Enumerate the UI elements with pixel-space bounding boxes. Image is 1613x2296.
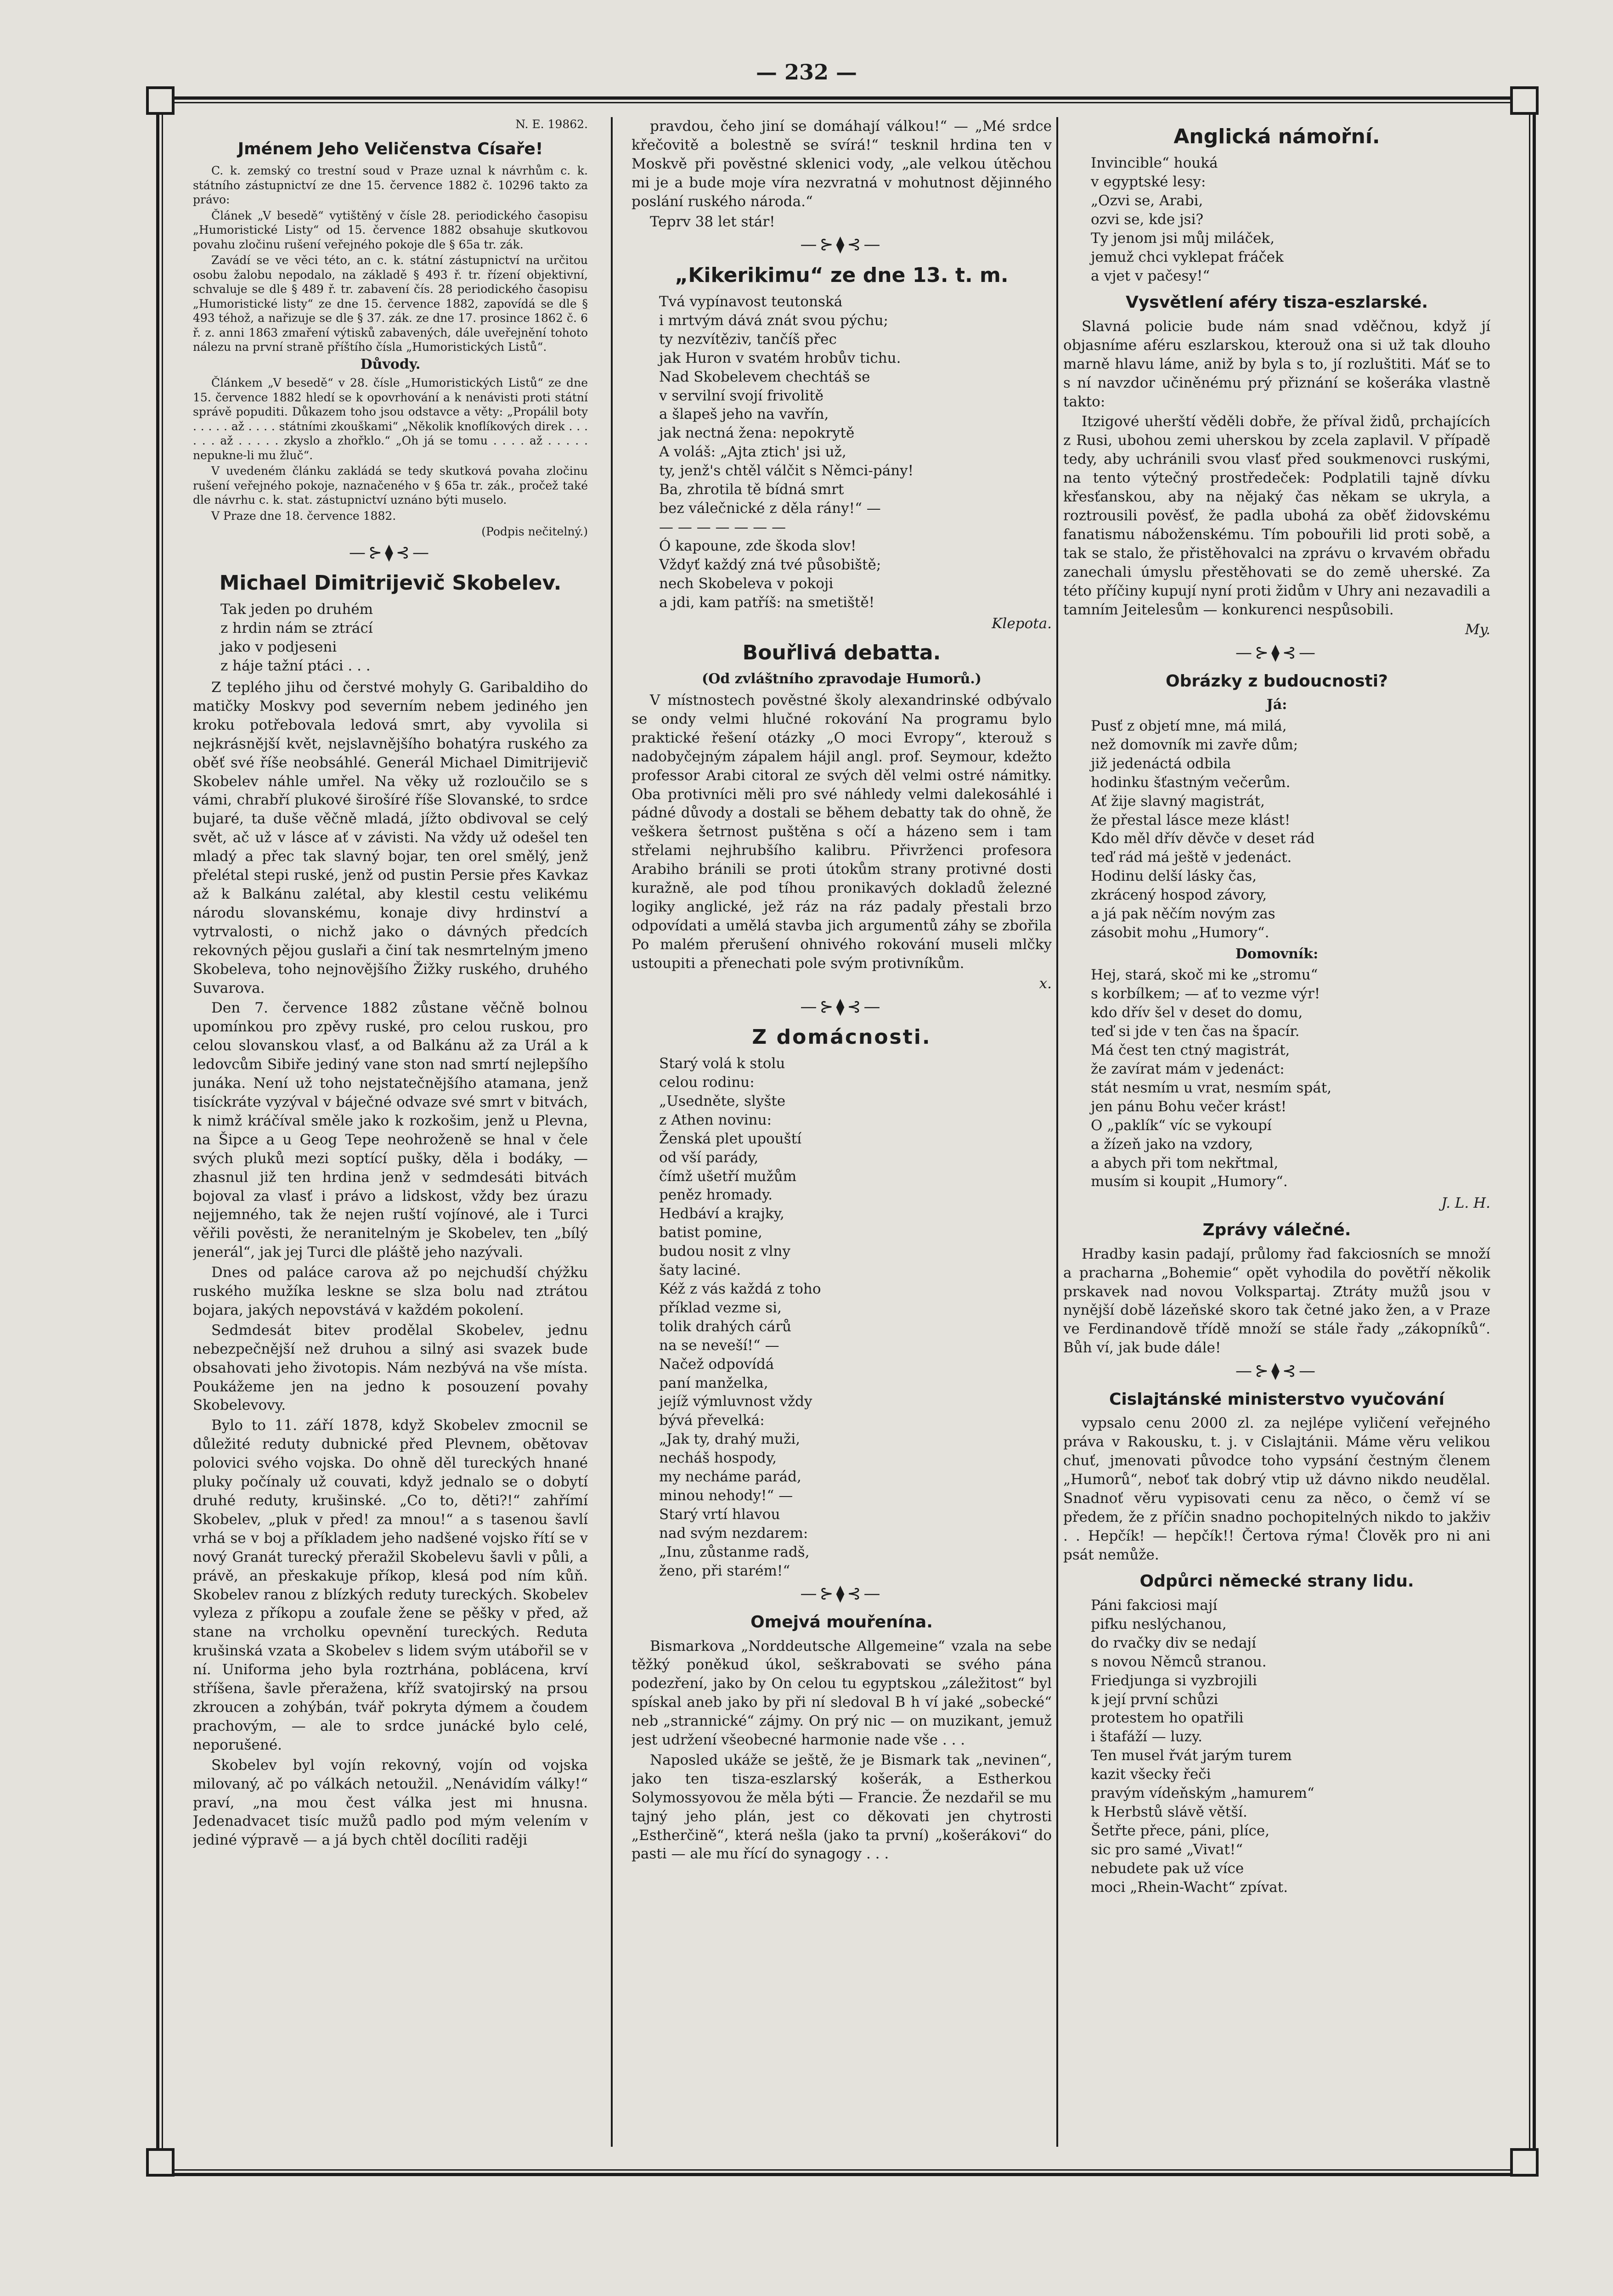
article-paragraph: Skobelev byl vojín rekovný, vojín od vojska milovaný, ač po válkách netoužil. „Nenávidím války!“ praví, „na mou čest válka jest mi hnusna. Jedenadvacet tisíc mužů padlo pod mým velením v jediné výpravě — a já bych chtěl docíliti raději: [193, 1756, 588, 1849]
verse-line: a já pak něčím novým zas: [1091, 906, 1275, 923]
verse-line: teď rád má ještě v jedenáct.: [1091, 849, 1292, 866]
article-paragraph: vypsalo cenu 2000 zl. za nejlépe vyličení veřejného práva v Rakousku, t. j. v Cislajtánii. Máme věru velikou chuť, jmenovati původce toho vypsání čestným členem „Humorů“, neboť tak dobrý vtip už dávno nikdo neudělal. Snadnoť věru vypisovati cenu za něco, o čemž ví se předem, že z příčin snadno pochopitelných nikdo to jakživ . . Hepčík! — hepčík!! Čertova rýma! Člověk pro ni ani psát nemůže.: [1063, 1415, 1490, 1563]
verse-line: bývá převelká:: [659, 1412, 765, 1429]
verse-line: z Athen novinu:: [659, 1111, 772, 1128]
verse-line: k Herbstů slávě větší.: [1091, 1803, 1247, 1820]
verse-line: nebudete pak už více: [1091, 1860, 1244, 1877]
verse-line: příklad vezme si,: [659, 1299, 782, 1316]
frame-corner-bl: [146, 2148, 175, 2177]
anglicka-title: Anglická námořní.: [1173, 125, 1380, 148]
verse-line: Načež odpovídá: [659, 1356, 774, 1373]
verse-line: A voláš: „Ajta ztich' jsi už,: [659, 444, 846, 461]
verse-line: „Jak ty, drahý muži,: [659, 1431, 801, 1448]
verse-line: do rvačky div se nedají: [1091, 1634, 1257, 1651]
article-paragraph: Slavná policie bude nám snad vděčnou, když jí objasníme aféru eszlarskou, kterouž ona si už tak dlouho marně hlavu láme, aniž by byla s to, jí rozluštiti. Máť se to s ní navzdor učiněnému prý přiznání se košeráka vlastně takto:: [1063, 318, 1490, 410]
verse-line: z hrdin nám se ztrácí: [220, 620, 373, 637]
article-paragraph: Den 7. července 1882 zůstane věčně bolnou upomínkou pro zpěvy ruské, pro celou ruskou, pro celou slovanskou vlasť, a od Balkánu až za Urál a k ledovcům Sibiře jediný vane ston nad smrtí nejlepšího junáka. Není už toho nejstatečnějšího atamana, jenž tisíckráte vyzýval v báječné odvaze své smrt v bitvách, k nimž kráčíval směle jako k rozkošim, jenž u Plevna, na Šipce a u Geog Tepe neohroženě se hnal v čele svých pluků mezi soptící pušky, děla i bodáky, — zhasnul již ten hrdina jenž v sedmdesáti bitvách bojoval za vlasť i právo a lidskost, vždy bez úrazu nejjemného, tak že nejen ruští vojínové, ale i Turci věřili pověsti, že neranitelným je Skobelev, ten „bílý jenerál“, jak jej Turci dle pláště jeho nazývali.: [193, 1000, 588, 1261]
verse-line: jako v podjeseni: [220, 639, 337, 656]
verse-line: a jdi, kam patříš: na smetiště!: [659, 594, 875, 611]
verse-line: k její první schůzi: [1091, 1691, 1218, 1708]
verse-line: Kdo měl dřív děvče v deset rád: [1091, 830, 1315, 847]
verse-line: zkrácený hospod závory,: [1091, 887, 1267, 904]
verse-line: O „paklík“ víc se vykoupí: [1091, 1117, 1272, 1134]
tisza-signature: My.: [1465, 621, 1490, 638]
verse-line: „Ozvi se, Arabi,: [1091, 192, 1203, 209]
verse-line: jen pánu Bohu večer krást!: [1091, 1098, 1287, 1115]
verse-line: Tak jeden po druhém: [220, 601, 373, 618]
verse-line: Ó kapoune, zde škoda slov!: [659, 537, 857, 554]
ornament-divider: —⊱⧫⊰—: [800, 1584, 883, 1604]
verse-line: nad svým nezdarem:: [659, 1525, 808, 1542]
verse-line: jejíž výmluvnost vždy: [659, 1393, 812, 1410]
ornament-divider: —⊱⧫⊰—: [1235, 1362, 1319, 1381]
verse-line: Vždyť každý zná tvé působiště;: [659, 556, 881, 573]
verse-line: Starý volá k stolu: [659, 1055, 785, 1072]
column-rule-2: [1056, 117, 1058, 2147]
verse-line: a vjet v pačesy!“: [1091, 267, 1210, 284]
column-right: [1063, 117, 1490, 2128]
column-rule-1: [611, 117, 613, 2147]
verse-line: a šlapeš jeho na vavřín,: [659, 406, 829, 423]
verse-line: Ten musel řvát jarým turem: [1091, 1747, 1292, 1764]
mourenina-title: Omejvá mouřenína.: [750, 1613, 933, 1632]
odpurci-title: Odpůrci německé strany lidu.: [1139, 1572, 1414, 1591]
obrazky-title: Obrázky z budoucnosti?: [1166, 671, 1388, 691]
verse-line: Pusť z objetí mne, má milá,: [1091, 717, 1287, 734]
obrazky-verse: [1091, 717, 1490, 942]
verse-line: kazit všecky řeči: [1091, 1766, 1211, 1783]
obrazky-signature: J. L. H.: [1441, 1195, 1490, 1212]
article-paragraph: Bylo to 11. září 1878, když Skobelev zmocnil se důležité reduty dubnické před Plevnem, obětovav polovici svého vojska. Do ohně děl tureckých hnané pluky počínaly už couvati, když jednalo se o dobytí druhé reduty, krušinské. „Co to, děti?!“ zahřímí Skobelev, „pluk v před! za mnou!“ a s tasenou šavlí vrhá se v boj a příkladem jeho nadšené vojsko řítí se v nový Granát turecký přeražil Skobelevu šavli v půli, a právě, an přeskakuje příkop, klesá pod ním kůň. Skobelev ranou z blízkých reduty tureckých. Skobelev vyleza z příkopu a zoufale žene se pěšky v před, až stane na vrcholku opevnění tureckých. Reduta krušinská vzata a Skobelev s lidem svým utábořil se v ní. Uniforma jeho byla roztrhána, poblácena, krví stříšena, šavle přeražena, kříž svatojirský na prsou zkroucen a zohýbán, tvář pokryta dýmem a čoudem prachovým, — ale to srdce junácké bylo celé, neporušené.: [193, 1417, 588, 1753]
article-paragraph: Sedmdesát bitev prodělal Skobelev, jednu nebezpečnější než druhou a silný asi svazek bude obsahovati jeho životopis. Nám nezbývá na vše místa. Poukážeme jen na jedno k posouzení povahy Skobelevovy.: [193, 1322, 588, 1414]
verse-line: batist pomine,: [659, 1224, 762, 1241]
frame-corner-tl: [146, 86, 175, 115]
skobelev-article-title: Michael Dimitrijevič Skobelev.: [219, 571, 562, 595]
ornament-divider: —⊱⧫⊰—: [1235, 643, 1319, 663]
verse-line: nech Skobeleva v pokoji: [659, 575, 834, 592]
verse-line: Ať žije slavný magistrát,: [1091, 793, 1265, 810]
verdict-paragraph: Zavádí se ve věci této, an c. k. státní zástupnictví na určitou osobu žalobu nepodalo, na základě § 493 ř. tr. řízení objektivní, schvaluje se dle § 489 ř. tr. zabavení čís. 28 periodického časopisu „Humoristické listy“ ze dne 15. července 1882, zapovídá se dle § 493 téhož, a nařizuje se dle § 37. zák. ze dne 17. prosince 1862 č. 6 ř. z. anni 1863 zmaření výtisků zabavených, dále uveřejnění tohoto nálezu na první straně příštího čísla „Humoristických Listů“.: [193, 253, 588, 354]
kikerikimu-signature: Klepota.: [992, 615, 1052, 632]
verse-line: Hej, stará, skoč mi ke „stromu“: [1091, 967, 1318, 984]
verse-line: i štafáží — luzy.: [1091, 1728, 1202, 1745]
verse-line: že zavírat mám v jedenáct:: [1091, 1060, 1285, 1077]
verse-line: než domovník mi zavře dům;: [1091, 736, 1298, 753]
kikerikimu-title: „Kikerikimu“ ze dne 13. t. m.: [675, 263, 1009, 287]
ornament-divider: —⊱⧫⊰—: [800, 235, 883, 254]
article-paragraph: Z teplého jihu od čerstvé mohyly G. Garibaldiho do matičky Moskvy pod severním nebem jediného jen kroku potřebovala ledová smrt, aby vyvolila si nejkrásnější květ, nejslavnějšího bohatýra ruského za oběť své říše neobsáhlé. Generál Michael Dimitrijevič Skobelev náhle umřel. Na věky už rozloučilo se s vámi, chrabří plukové širošíré říše Slovanské, to srdce bujaré, ta duše věčně mladá, jížto obdivoval se celý svět, ač už v lásce ať v závisti. Na vždy už odešel ten mladý a přec tak slavný bojar, ten orel smělý, jenž přelétal stepi ruské, jenž od pustin Persie přes Kavkaz až k Balkánu zalétal, aby klestil cestu velikému národu slovanskému, konaje divy hrdinství a vytrvalosti, o nichž jako o dávných předcích rekovných pějou guslaři a činí tak nesmrtelným jmeno Skobeleva, toho nejnovějšího Žižky ruského, druhého Suvarova.: [193, 679, 588, 996]
stars-divider: — — — — — — —: [659, 518, 786, 535]
verse-line: budou nosit z vlny: [659, 1243, 790, 1260]
verse-line: z háje tažní ptáci . . .: [220, 658, 371, 675]
article-paragraph: Naposled ukáže se ještě, že je Bismark tak „nevinen“, jako ten tisza-eszlarský košerák, a Estherkou Solymossyovou že měla býti — Francie. Že nezdařil se mu tajný jeho plán, jest co děkovati jen chytrosti „Estherčině“, která nešla (jako ta první) „košerákovi“ do pasti — ale mu řící do synagogy . . .: [632, 1751, 1052, 1863]
verse-line: že přestal lásce meze klást!: [1091, 811, 1291, 828]
verdict-reasons-heading: Důvody.: [360, 356, 421, 372]
verse-line: ženo, při starém!“: [659, 1562, 790, 1579]
verse-line: kdo dřív šel v deset do domu,: [1091, 1004, 1303, 1021]
verse-line: Kéž z vás každá z toho: [659, 1280, 821, 1297]
verdict-paragraph: Článek „V besedě“ vytištěný v čísle 28. periodického časopisu „Humoristické Listy“ od 15. července 1882 obsahuje skutkovou povahu zločinu rušení veřejného pokoje dle § 65a tr. zák.: [193, 208, 588, 251]
frame-corner-br: [1510, 2148, 1539, 2177]
verse-line: Páni fakciosi mají: [1091, 1597, 1218, 1614]
article-paragraph: V místnostech pověstné školy alexandrinské odbývalo se ondy velmi hlučné rokování Na programu bylo praktické řešení otázky „O moci Evropy“, kterouž s nadobyčejným zápalem hájil angl. prof. Seymour, kdežto professor Arabi citoral ze svých děl velmi ostré námitky. Oba protivníci měli pro své náhledy velmi dalekosáhlé i pádné důvody a dostali se během debatty tak do ohně, že veškera šetrnost puštěna s očí a házeno sem i tam střelami nejhrubšího kalibru. Přivrženci profesora Arabiho bránili se proti útokům strany protivné dosti kuražně, ale pod tíhou pronikavých dokladů železné logiky anglické, jež ráz na ráz padaly přestali brzo odpovídati a umělá stavba jich argumentů záhy se zbořila Po malém přerušení ohnivého rokování museli mlčky ustoupiti a přenechati pole svým protivníkům.: [632, 692, 1052, 972]
domacnosti-title: Z domácnosti.: [752, 1025, 931, 1049]
verse-line: Šetřte přece, páni, plíce,: [1091, 1822, 1270, 1839]
kikerikimu-verse: [659, 293, 1052, 612]
article-paragraph: Dnes od paláce carova až po nejchudší chýžku ruského mužíka leskne se slza bolu nad ztrátou bojara, jakých nepovstává v každém pokolení.: [193, 1264, 588, 1318]
odpurci-verse: [1091, 1596, 1490, 1897]
skobelev-verse: [220, 600, 588, 675]
verse-line: Nad Skobelevem chechtáš se: [659, 368, 870, 385]
verse-line: moci „Rhein-Wacht“ zpívat.: [1091, 1879, 1288, 1896]
verdict-paragraph: Článkem „V besedě“ v 28. čísle „Humoristických Listů“ ze dne 15. července 1882 hledí se k opovrhování a k nenávisti proti státní správě popuditi. Důkazem toho jsou odstavce a věty: „Propálil boty . . . . . až . . . . státními zkouškami“ „Několik knoflíkových direk . . . . . . až . . . . . zkyslo a zhořklo.“ „Oh já se tomu . . . . až . . . . . nepukne-li mu žluč“.: [193, 376, 588, 462]
verse-line: teď si jde v ten čas na špacír.: [1091, 1023, 1300, 1040]
verse-line: Ty jenom jsi můj miláček,: [1091, 230, 1275, 247]
column-middle: [632, 117, 1052, 2128]
anglicka-verse: [1091, 154, 1490, 285]
column-left: [193, 117, 588, 2128]
verse-line: Friedjunga si vyzbrojili: [1091, 1672, 1257, 1689]
article-paragraph: pravdou, čeho jiní se domáhají válkou!“ — „Mé srdce křečovitě a bolestně se svírá!“ tesknil hrdina ten v Moskvě při pověstné sklenici vody, „ale velkou útěchou mi je a bude moje víra nezvratná v mohutnost dějinného poslání ruského národa.“: [632, 118, 1052, 210]
verse-line: a abych při tom nekřtmal,: [1091, 1154, 1279, 1171]
cislajtanske-title: Cislajtánské ministerstvo vyučování: [1109, 1390, 1444, 1409]
verse-line: Hedbáví a krajky,: [659, 1205, 784, 1222]
article-paragraph: Itzigové uherští věděli dobře, že příval židů, prchajících z Rusi, ubohou zemi uherskou by zcela zaplavil. V případě tedy, aby uchránili svou vlasť před soukmenovci ruskými, na tento výtečný prostředeček: Podplatili tajně dívku křesťanskou, aby na nějaký čas někam se ukryla, a roztrousili pověsť, že padla ubohá za oběť židovskému fanatismu náboženskému. Tím pobouřili lid proti sobě, a tak se stalo, že přistěhovalci na zprávu o krvavém obřadu zanechali úmyslu přestěhovati se do země uherské. Za této příčiny kupují nyní proti židům v Uhry ani nezavadili a tamním Jeitelesům — konkurenci nespůsobili.: [1063, 413, 1490, 618]
verse-line: na se neveší!“ —: [659, 1337, 779, 1354]
verse-line: pifku neslýchanou,: [1091, 1615, 1227, 1632]
verse-line: jemuž chci vyklepat fráček: [1091, 248, 1284, 265]
verse-line: v servilní svojí frivolitě: [659, 387, 823, 404]
verse-line: jak nectná žena: nepokrytě: [659, 425, 855, 442]
verse-line: šaty laciné.: [659, 1262, 741, 1279]
verse-line: ty, jenž's chtěl válčit s Němci-pány!: [659, 462, 914, 479]
verse-line: v egyptské lesy:: [1091, 173, 1206, 190]
verse-line: čímž ušetří mužům: [659, 1168, 797, 1185]
verse-line: Invincible“ houká: [1091, 155, 1218, 172]
verse-line: bez válečnické z děla rány!“ —: [659, 500, 881, 517]
ornament-divider: —⊱⧫⊰—: [800, 997, 883, 1016]
verse-line: zásobit mohu „Humory“.: [1091, 924, 1269, 941]
verse-line: Hodinu delší lásky čas,: [1091, 868, 1257, 885]
verse-line: stát nesmím u vrat, nesmím spát,: [1091, 1079, 1332, 1096]
article-paragraph: Teprv 38 let stár!: [650, 213, 775, 230]
obrazky-speaker: Domovník:: [1235, 945, 1319, 962]
verse-line: Ženská plet upouští: [659, 1130, 802, 1147]
verse-line: ozvi se, kde jsi?: [1091, 211, 1204, 228]
court-ref: N. E. 19862.: [515, 118, 588, 131]
verse-line: paní manželka,: [659, 1374, 768, 1391]
obrazky-speaker: Já:: [1266, 697, 1287, 713]
verse-line: sic pro samé „Vivat!“: [1091, 1841, 1243, 1858]
verse-line: a žízeň jako na vzdory,: [1091, 1136, 1253, 1153]
ornament-divider: —⊱⧫⊰—: [349, 543, 432, 562]
verse-line: Má čest ten ctný magistrát,: [1091, 1042, 1290, 1059]
verse-line: „Usedněte, slyšte: [659, 1092, 786, 1109]
domacnosti-verse: [659, 1054, 1052, 1580]
verse-line: s korbílkem; — ať to vezme výr!: [1091, 985, 1320, 1002]
verse-line: od vší parády,: [659, 1149, 759, 1166]
verse-line: necháš hospody,: [659, 1450, 777, 1467]
verse-line: Starý vrtí hlavou: [659, 1506, 780, 1523]
verse-line: jak Huron v svatém hrobův tichu.: [659, 349, 901, 366]
verse-line: „Inu, zůstanme radš,: [659, 1543, 810, 1560]
verdict-date: V Praze dne 18. července 1882.: [211, 509, 396, 523]
article-paragraph: Hradby kasin padají, průlomy řad fakciosních se množí a pracharna „Bohemie“ opět vyhodila do povětří několik prskavek nad novou Volkspartaj. Ztráty mužů jsou v nynější době lázeňské skoro tak četné jako žen, a v Praze ve Ferdinandově třídě množí se stále řady „zákopníků“. Bůh ví, jak bude dále!: [1063, 1245, 1490, 1356]
page-number: — 232 —: [756, 60, 857, 84]
verse-line: i mrtvým dává znát svou pýchu;: [659, 312, 888, 329]
article-paragraph: Bismarkova „Norddeutsche Allgemeine“ vzala na sebe těžký poněkud úkol, seškrabovati se svého pána podezření, jako by On celou tu egyptskou „záležitost“ byl spískal aneb jako by při ní sledoval B h ví jaké „sobecké“ neb „strannické“ zájmy. On prý nic — on muzikant, jemuž jest udržení všeobecné harmonie nade vše . . .: [632, 1638, 1052, 1749]
verdict-paragraph: C. k. zemský co trestní soud v Praze uznal k návrhům c. k. státního zástupnictví ze dne 15. července 1882 č. 10296 takto za právo:: [193, 164, 588, 207]
obrazky-verse: [1091, 966, 1490, 1191]
verse-line: my necháme parád,: [659, 1469, 801, 1486]
verse-line: již jedenáctá odbila: [1091, 755, 1231, 772]
verse-line: hodinku šťastným večerům.: [1091, 774, 1291, 791]
verdict-signature: (Podpis nečitelný.): [481, 525, 588, 539]
verse-line: s novou Němců stranou.: [1091, 1653, 1267, 1670]
tisza-title: Vysvětlení aféry tisza-eszlarské.: [1125, 293, 1428, 312]
verdict-paragraph: V uvedeném článku zakládá se tedy skutková povaha zločinu rušení veřejného pokoje, naznačeného v § 65a tr. zák., pročež také dle návrhu c. k. stat. zástupnictví uznáno býti muselo.: [193, 464, 588, 507]
verse-line: ty nezvítěziv, tančíš přec: [659, 331, 837, 348]
zpravy-title: Zprávy válečné.: [1202, 1221, 1351, 1240]
verse-line: Tvá vypínavost teutonská: [659, 293, 843, 310]
verse-line: protestem ho opatřili: [1091, 1710, 1244, 1727]
verse-line: Ba, zhrotila tě bídná smrt: [659, 481, 844, 498]
debatta-subtitle: (Od zvláštního zpravodaje Humorů.): [702, 671, 981, 687]
verse-line: musím si koupit „Humory“.: [1091, 1173, 1288, 1190]
verse-line: minou nehody!“ —: [659, 1487, 793, 1504]
debatta-signature: x.: [1039, 975, 1052, 992]
debatta-title: Bouřlivá debatta.: [742, 641, 941, 665]
verse-line: tolik drahých cárů: [659, 1318, 792, 1335]
verse-line: pravým vídeňským „hamurem“: [1091, 1785, 1314, 1802]
court-verdict-title: Jménem Jeho Veličenstva Císaře!: [237, 139, 543, 158]
verse-line: peněz hromady.: [659, 1187, 773, 1204]
frame-corner-tr: [1510, 86, 1539, 115]
verse-line: celou rodinu:: [659, 1074, 755, 1091]
